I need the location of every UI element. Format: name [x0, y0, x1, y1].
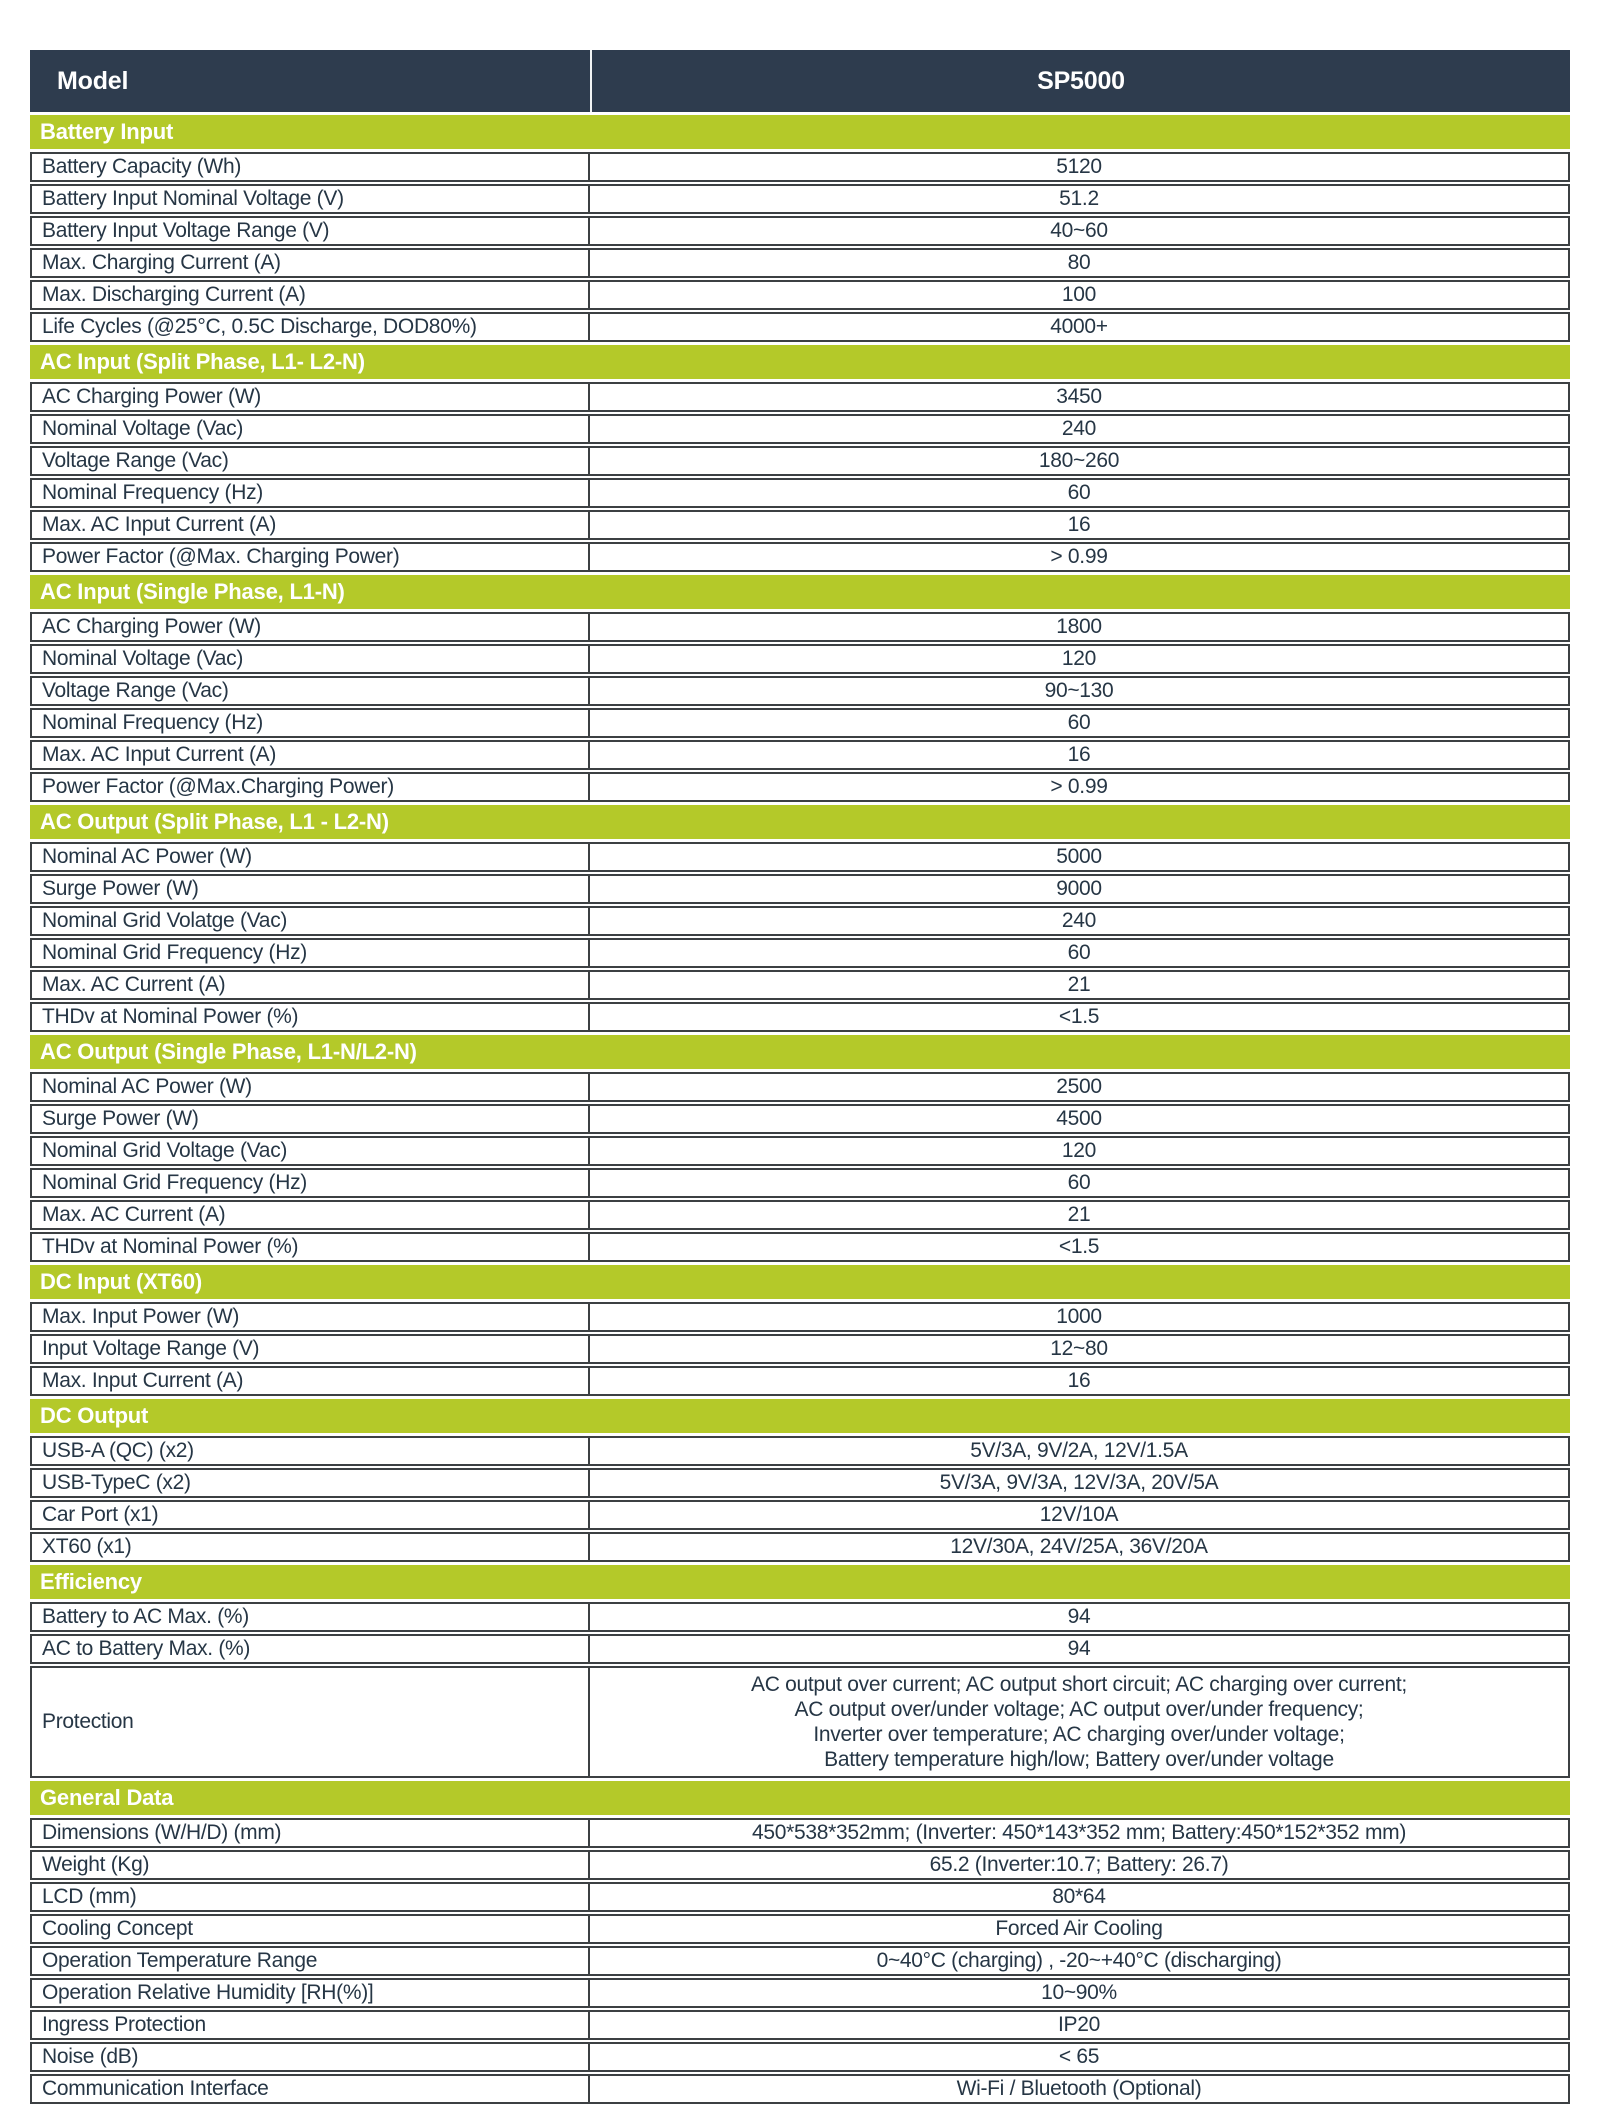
spec-row — [30, 1914, 1570, 1944]
section-bar: General Data — [30, 1781, 1570, 1815]
spec-value: 16 — [588, 742, 1568, 768]
spec-row — [30, 1818, 1570, 1848]
spec-value: 5V/3A, 9V/2A, 12V/1.5A — [588, 1438, 1568, 1464]
spec-row — [30, 312, 1570, 342]
spec-row — [30, 248, 1570, 278]
spec-row — [30, 542, 1570, 572]
spec-value — [588, 1668, 1568, 1776]
spec-value: 240 — [588, 908, 1568, 934]
spec-value: 94 — [588, 1604, 1568, 1630]
spec-label: Nominal Frequency (Hz) — [42, 481, 263, 504]
spec-row — [30, 676, 1570, 706]
section-bar: AC Output (Single Phase, L1-N/L2-N) — [30, 1035, 1570, 1069]
spec-label: Battery Capacity (Wh) — [42, 155, 242, 178]
spec-row — [30, 1168, 1570, 1198]
spec-value: <1.5 — [588, 1004, 1568, 1030]
spec-value: <1.5 — [588, 1234, 1568, 1260]
spec-row — [30, 1436, 1570, 1466]
spec-label: Nominal Voltage (Vac) — [42, 647, 244, 670]
spec-value: 3450 — [588, 384, 1568, 410]
spec-value: 16 — [588, 1368, 1568, 1394]
spec-value: 1800 — [588, 614, 1568, 640]
table-body — [30, 115, 1570, 2104]
spec-value: 40~60 — [588, 218, 1568, 244]
spec-row — [30, 1882, 1570, 1912]
spec-label: Operation Relative Humidity [RH(%)] — [42, 1981, 374, 2004]
spec-value: 5120 — [588, 154, 1568, 180]
spec-row — [30, 382, 1570, 412]
spec-label: AC Charging Power (W) — [42, 385, 261, 408]
spec-row — [30, 1946, 1570, 1976]
spec-label: Nominal AC Power (W) — [42, 845, 252, 868]
spec-row — [30, 446, 1570, 476]
spec-row — [30, 842, 1570, 872]
spec-row — [30, 414, 1570, 444]
spec-value: 4000+ — [588, 314, 1568, 340]
spec-row — [30, 644, 1570, 674]
spec-value: > 0.99 — [588, 774, 1568, 800]
spec-value: 120 — [588, 646, 1568, 672]
spec-row — [30, 2042, 1570, 2072]
spec-label: Operation Temperature Range — [42, 1949, 318, 1972]
spec-value: > 0.99 — [588, 544, 1568, 570]
spec-value: 5000 — [588, 844, 1568, 870]
spec-row — [30, 906, 1570, 936]
spec-value: IP20 — [588, 2012, 1568, 2038]
spec-label: AC Charging Power (W) — [42, 615, 261, 638]
spec-row — [30, 612, 1570, 642]
spec-value: 60 — [588, 940, 1568, 966]
spec-row — [30, 938, 1570, 968]
spec-label: LCD (mm) — [42, 1885, 137, 1908]
spec-label: THDv at Nominal Power (%) — [42, 1005, 299, 1028]
spec-value: 16 — [588, 512, 1568, 538]
spec-row — [30, 708, 1570, 738]
section-bar: DC Output — [30, 1399, 1570, 1433]
spec-label: Battery Input Voltage Range (V) — [42, 219, 330, 242]
section-bar: AC Output (Split Phase, L1 - L2-N) — [30, 805, 1570, 839]
spec-label: Nominal Frequency (Hz) — [42, 711, 263, 734]
spec-value: 12V/30A, 24V/25A, 36V/20A — [588, 1534, 1568, 1560]
spec-row — [30, 1072, 1570, 1102]
spec-value-line: Inverter over temperature; AC charging over/under voltage; — [813, 1723, 1345, 1746]
spec-row — [30, 2074, 1570, 2104]
spec-label: Communication Interface — [42, 2077, 269, 2100]
spec-label: XT60 (x1) — [42, 1535, 132, 1558]
spec-row — [30, 874, 1570, 904]
spec-label: Max. Charging Current (A) — [42, 251, 281, 274]
spec-value: 94 — [588, 1636, 1568, 1662]
spec-label: Max. AC Input Current (A) — [42, 513, 277, 536]
spec-row — [30, 1666, 1570, 1778]
spec-row — [30, 1232, 1570, 1262]
spec-value: 2500 — [588, 1074, 1568, 1100]
spec-value: 90~130 — [588, 678, 1568, 704]
spec-label: Battery to AC Max. (%) — [42, 1605, 249, 1628]
spec-row — [30, 478, 1570, 508]
spec-value: 65.2 (Inverter:10.7; Battery: 26.7) — [588, 1852, 1568, 1878]
spec-value: 9000 — [588, 876, 1568, 902]
spec-value: 12V/10A — [588, 1502, 1568, 1528]
spec-value: 80*64 — [588, 1884, 1568, 1910]
section-bar: AC Input (Split Phase, L1- L2-N) — [30, 345, 1570, 379]
spec-label: Battery Input Nominal Voltage (V) — [42, 187, 344, 210]
spec-label: USB-TypeC (x2) — [42, 1471, 191, 1494]
spec-label: Max. Discharging Current (A) — [42, 283, 306, 306]
spec-value-line: AC output over/under voltage; AC output over/under frequency; — [794, 1698, 1364, 1721]
spec-label: Input Voltage Range (V) — [42, 1337, 260, 1360]
spec-value: 12~80 — [588, 1336, 1568, 1362]
spec-row — [30, 216, 1570, 246]
section-bar: AC Input (Single Phase, L1-N) — [30, 575, 1570, 609]
spec-label: Max. AC Input Current (A) — [42, 743, 277, 766]
spec-row — [30, 2010, 1570, 2040]
spec-value-line: AC output over current; AC output short circuit; AC charging over current; — [751, 1673, 1407, 1696]
spec-value: 100 — [588, 282, 1568, 308]
spec-value: 60 — [588, 480, 1568, 506]
spec-row — [30, 1136, 1570, 1166]
spec-row — [30, 970, 1570, 1000]
spec-value: 10~90% — [588, 1980, 1568, 2006]
spec-row — [30, 152, 1570, 182]
spec-label: Nominal Grid Volatge (Vac) — [42, 909, 288, 932]
spec-label: AC to Battery Max. (%) — [42, 1637, 251, 1660]
spec-value: 120 — [588, 1138, 1568, 1164]
spec-row — [30, 1366, 1570, 1396]
spec-row — [30, 1978, 1570, 2008]
section-bar: DC Input (XT60) — [30, 1265, 1570, 1299]
spec-value: 51.2 — [588, 186, 1568, 212]
spec-value: 450*538*352mm; (Inverter: 450*143*352 mm; Battery:450*152*352 mm) — [588, 1820, 1568, 1846]
spec-value: 80 — [588, 250, 1568, 276]
spec-label: Max. Input Power (W) — [42, 1305, 240, 1328]
spec-row — [30, 510, 1570, 540]
spec-row — [30, 1500, 1570, 1530]
spec-label: Voltage Range (Vac) — [42, 679, 229, 702]
spec-label: Power Factor (@Max. Charging Power) — [42, 545, 400, 568]
spec-value: < 65 — [588, 2044, 1568, 2070]
spec-label: Surge Power (W) — [42, 877, 199, 900]
spec-value: 21 — [588, 972, 1568, 998]
spec-value: 60 — [588, 710, 1568, 736]
spec-row — [30, 1602, 1570, 1632]
section-bar: Efficiency — [30, 1565, 1570, 1599]
spec-label: Dimensions (W/H/D) (mm) — [42, 1821, 282, 1844]
spec-label: Car Port (x1) — [42, 1503, 159, 1526]
spec-value: Forced Air Cooling — [588, 1916, 1568, 1942]
spec-row — [30, 1850, 1570, 1880]
model-header-cell: Model — [57, 66, 129, 95]
spec-value: 180~260 — [588, 448, 1568, 474]
spec-row — [30, 1002, 1570, 1032]
spec-value: 60 — [588, 1170, 1568, 1196]
spec-label: Noise (dB) — [42, 2045, 139, 2068]
spec-row — [30, 280, 1570, 310]
spec-row — [30, 1200, 1570, 1230]
spec-row — [30, 1468, 1570, 1498]
spec-value: Wi-Fi / Bluetooth (Optional) — [588, 2076, 1568, 2102]
spec-label: Power Factor (@Max.Charging Power) — [42, 775, 394, 798]
table-header-row — [30, 50, 1570, 112]
spec-row — [30, 1532, 1570, 1562]
spec-row — [30, 1334, 1570, 1364]
model-value-cell: SP5000 — [590, 50, 1570, 112]
spec-label: Nominal Grid Frequency (Hz) — [42, 1171, 307, 1194]
spec-label: Nominal Grid Frequency (Hz) — [42, 941, 307, 964]
spec-label: Nominal Voltage (Vac) — [42, 417, 244, 440]
spec-value: 0~40°C (charging) , -20~+40°C (discharging) — [588, 1948, 1568, 1974]
spec-label: Protection — [42, 1710, 134, 1733]
spec-row — [30, 184, 1570, 214]
section-bar: Battery Input — [30, 115, 1570, 149]
spec-value: 5V/3A, 9V/3A, 12V/3A, 20V/5A — [588, 1470, 1568, 1496]
spec-label: Max. AC Current (A) — [42, 1203, 226, 1226]
spec-row — [30, 1104, 1570, 1134]
spec-label: THDv at Nominal Power (%) — [42, 1235, 299, 1258]
spec-label: Life Cycles (@25°C, 0.5C Discharge, DOD80%) — [42, 315, 477, 338]
spec-label: Ingress Protection — [42, 2013, 206, 2036]
spec-value: 1000 — [588, 1304, 1568, 1330]
spec-value: 240 — [588, 416, 1568, 442]
spec-row — [30, 1302, 1570, 1332]
spec-row — [30, 772, 1570, 802]
spec-label: Voltage Range (Vac) — [42, 449, 229, 472]
spec-row — [30, 1634, 1570, 1664]
spec-table — [30, 50, 1570, 2106]
spec-label: Nominal AC Power (W) — [42, 1075, 252, 1098]
spec-label: Nominal Grid Voltage (Vac) — [42, 1139, 288, 1162]
spec-value: 4500 — [588, 1106, 1568, 1132]
spec-label: Max. AC Current (A) — [42, 973, 226, 996]
spec-value-line: Battery temperature high/low; Battery over/under voltage — [824, 1748, 1334, 1771]
spec-value: 21 — [588, 1202, 1568, 1228]
spec-label: Max. Input Current (A) — [42, 1369, 244, 1392]
spec-label: Weight (Kg) — [42, 1853, 150, 1876]
spec-label: Cooling Concept — [42, 1917, 193, 1940]
spec-row — [30, 740, 1570, 770]
spec-label: USB-A (QC) (x2) — [42, 1439, 194, 1462]
spec-label: Surge Power (W) — [42, 1107, 199, 1130]
